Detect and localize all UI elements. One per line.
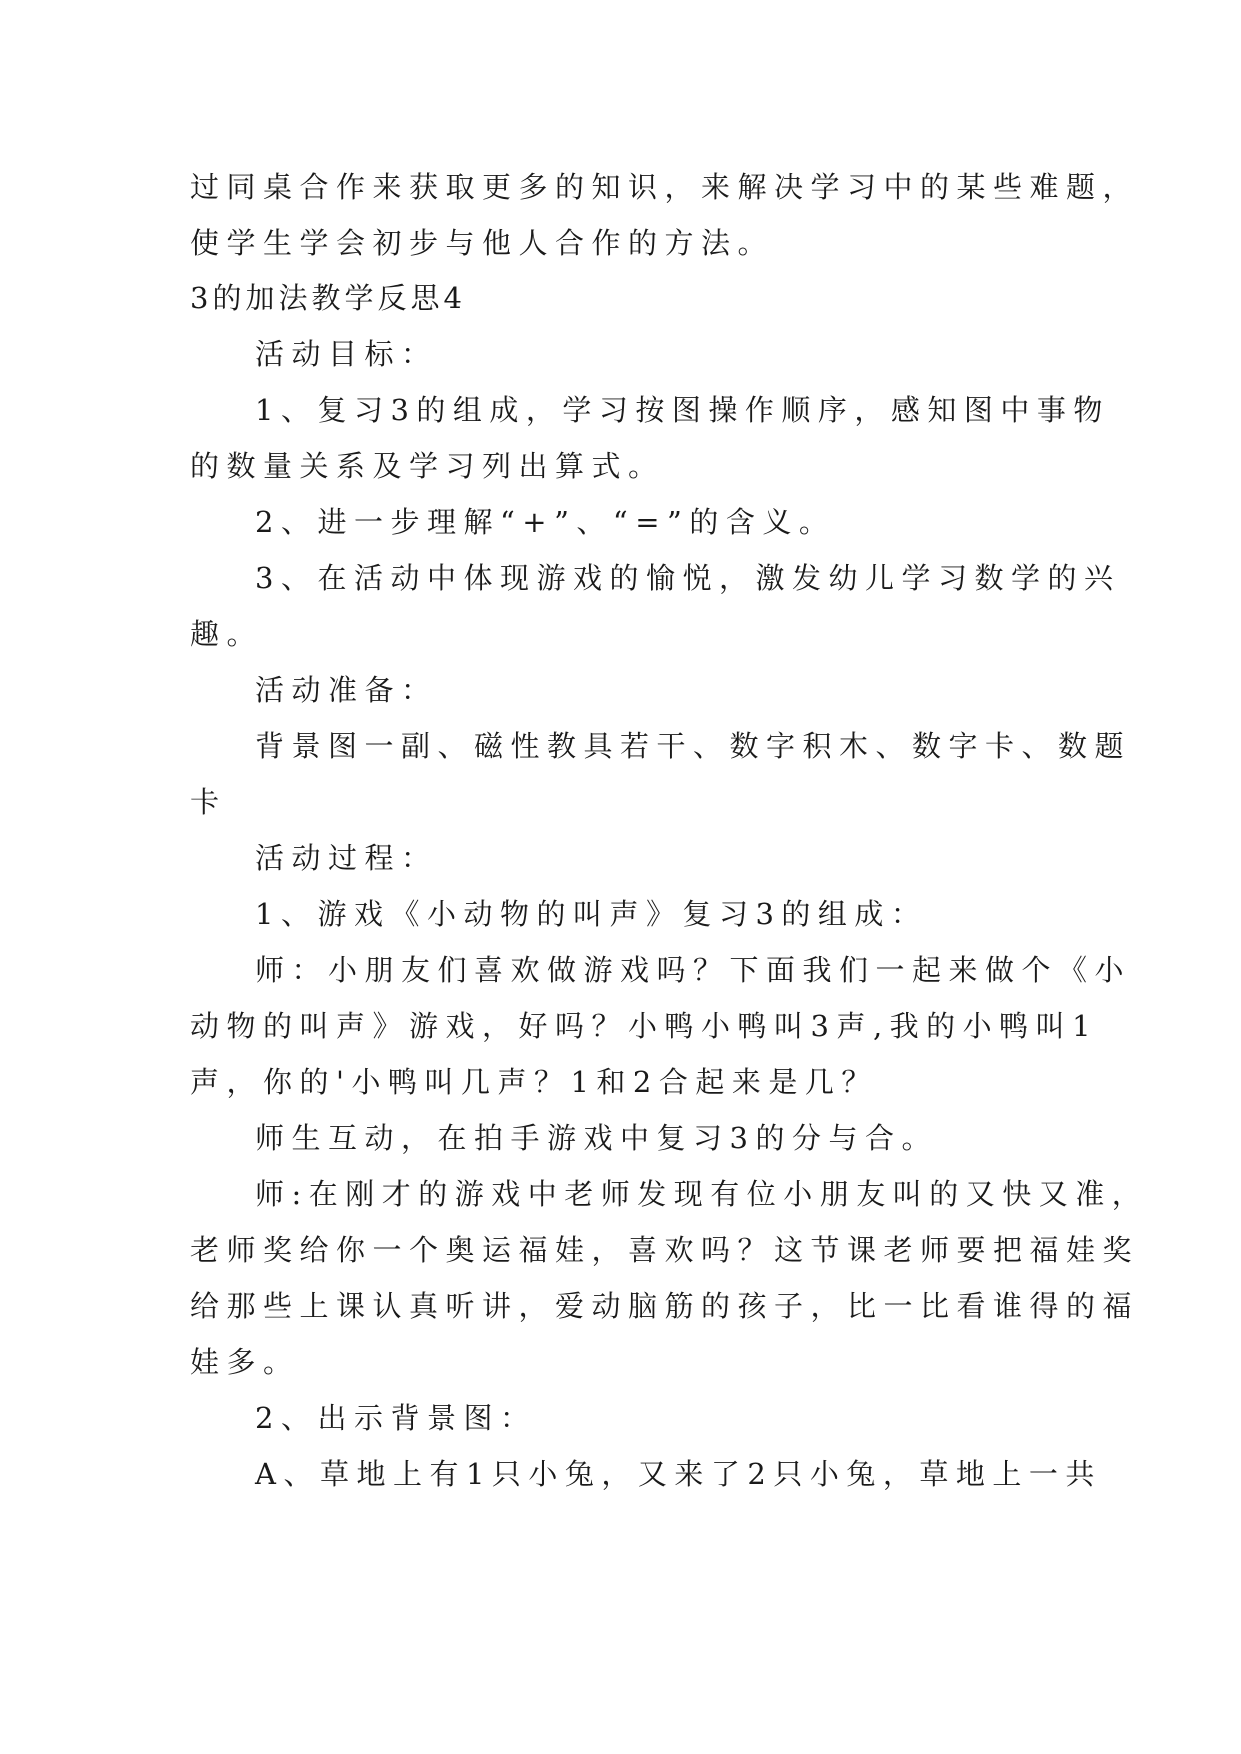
- body-text-line: 3、在活动中体现游戏的愉悦，激发幼儿学习数学的兴: [255, 561, 1121, 595]
- body-text-line: 使学生学会初步与他人合作的方法。: [190, 226, 775, 260]
- body-text-line: 师：小朋友们喜欢做游戏吗？下面我们一起来做个《小: [255, 953, 1132, 987]
- heading-activity-preparation: 活动准备：: [255, 673, 438, 707]
- body-text-line: 1、游戏《小动物的叫声》复习3的组成：: [255, 897, 928, 931]
- body-text-line: 老师奖给你一个奥运福娃，喜欢吗？这节课老师要把福娃奖: [190, 1233, 1140, 1267]
- heading-activity-goals: 活动目标：: [255, 337, 438, 371]
- body-text-line: 背景图一副、磁性教具若干、数字积木、数字卡、数题: [255, 729, 1132, 763]
- body-text-line: 动物的叫声》游戏，好吗？小鸭小鸭叫3声,我的小鸭叫1: [190, 1009, 1099, 1043]
- body-text-line: 的数量关系及学习列出算式。: [190, 449, 665, 483]
- section-title: 3的加法教学反思4: [190, 281, 466, 315]
- body-text-line: 2、进一步理解“+”、“=”的含义。: [255, 505, 836, 539]
- body-text-line: 给那些上课认真听讲，爱动脑筋的孩子，比一比看谁得的福: [190, 1289, 1140, 1323]
- body-text-line: 卡: [190, 785, 227, 819]
- heading-activity-process: 活动过程：: [255, 841, 438, 875]
- body-text-line: 师:在刚才的游戏中老师发现有位小朋友叫的又快又准，: [255, 1177, 1149, 1211]
- body-text-line: 趣。: [190, 617, 264, 651]
- body-text-line: A、草地上有1只小兔，又来了2只小兔，草地上一共: [255, 1457, 1102, 1491]
- body-text-line: 1、复习3的组成，学习按图操作顺序，感知图中事物: [255, 393, 1110, 427]
- body-text-line: 声，你的'小鸭叫几声？1和2合起来是几？: [190, 1065, 878, 1099]
- body-text-line: 娃多。: [190, 1345, 300, 1379]
- body-text-line: 师生互动，在拍手游戏中复习3的分与合。: [255, 1121, 938, 1155]
- body-text-line: 过同桌合作来获取更多的知识，来解决学习中的某些难题，: [190, 170, 1140, 204]
- body-text-line: 2、出示背景图：: [255, 1401, 537, 1435]
